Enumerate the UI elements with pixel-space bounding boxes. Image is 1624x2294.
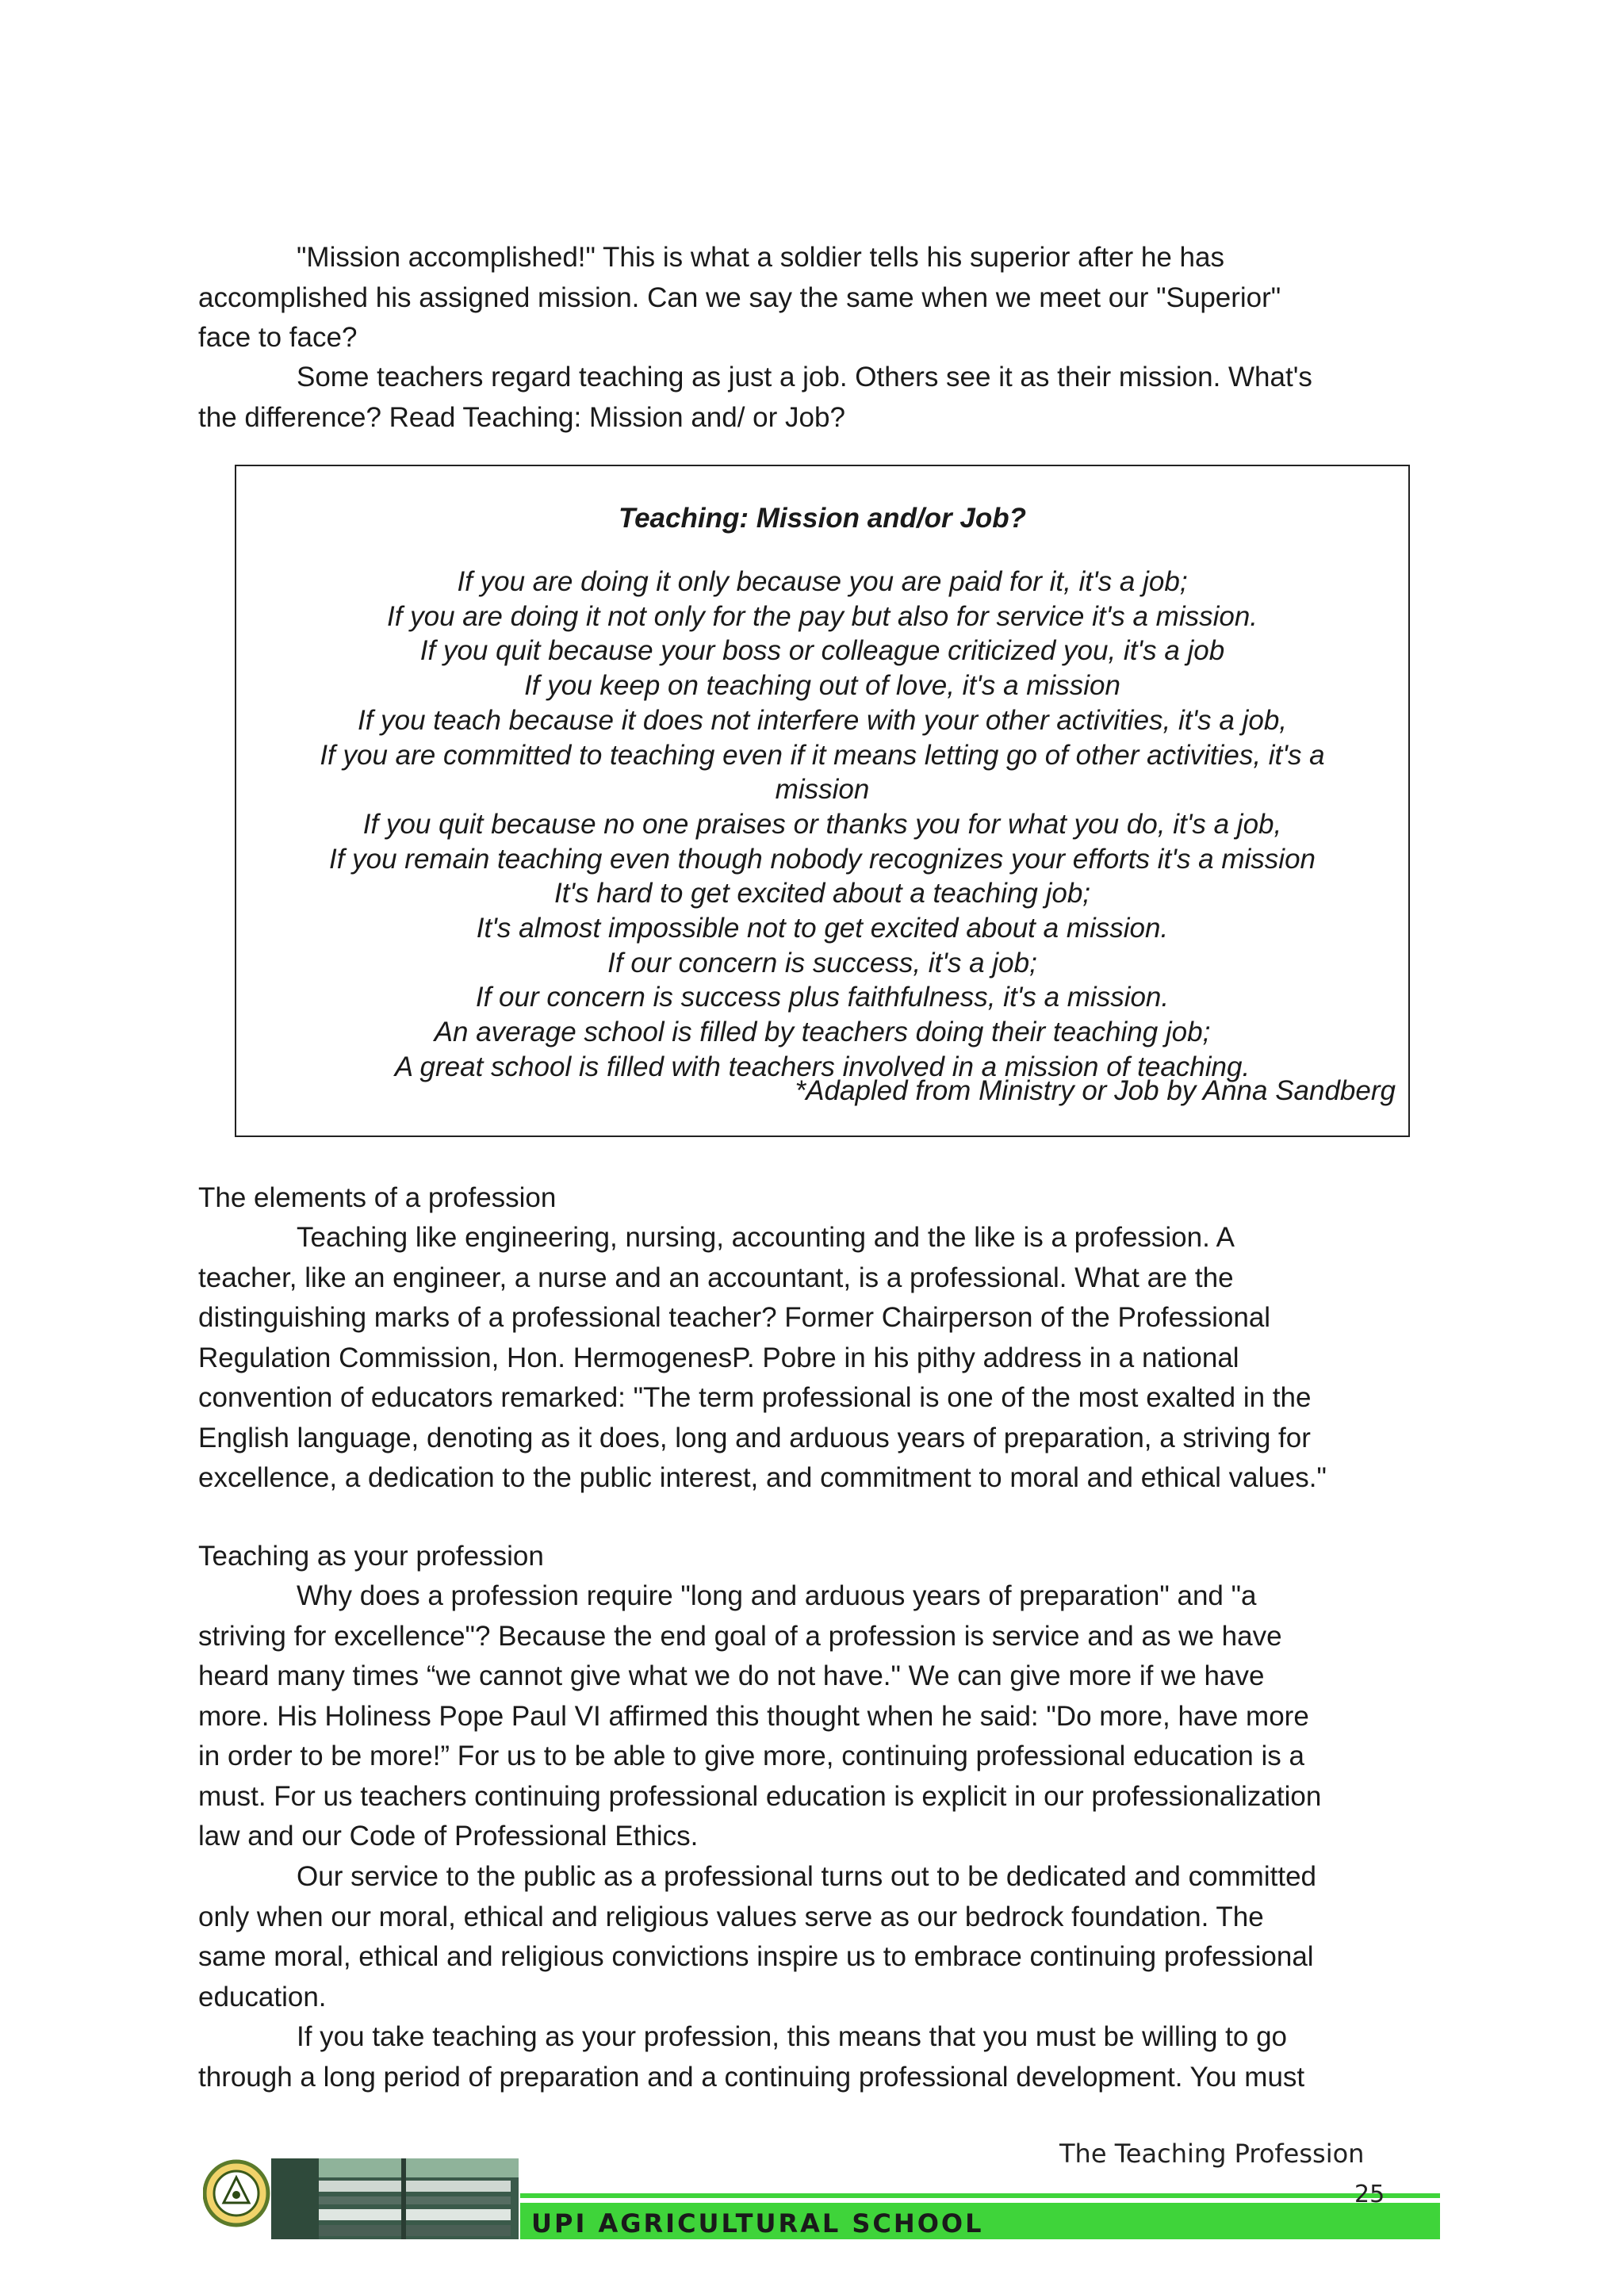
poem-lines [255, 565, 1389, 1085]
section-2-paragraph-2 [198, 1857, 1435, 2017]
text-line: face to face? [198, 322, 358, 353]
poem-line: It's almost impossible not to get excited about a mission. [476, 913, 1169, 944]
school-name: UPI AGRICULTURAL SCHOOL [531, 2208, 984, 2238]
text-line: Teaching like engineering, nursing, accounting and the like is a profession. A [297, 1222, 1235, 1253]
text-line: "Mission accomplished!" This is what a soldier tells his superior after he has [297, 242, 1224, 273]
text-line: same moral, ethical and religious convictions inspire us to embrace continuing professional [198, 1941, 1314, 1972]
text-line: Some teachers regard teaching as just a job. Others see it as their mission. What's [297, 362, 1312, 393]
poem-line: If you quit because no one praises or thanks you for what you do, it's a job, [362, 808, 1282, 840]
intro-paragraph-1 [198, 238, 1435, 358]
poem-title: Teaching: Mission and/or Job? [618, 503, 1026, 534]
text-line: striving for excellence"? Because the end goal of a profession is service and as we have [198, 1620, 1282, 1652]
text-line: education. [198, 1981, 327, 2013]
poem-box [235, 465, 1410, 1137]
text-line: through a long period of preparation and a continuing professional development. You must [198, 2061, 1305, 2093]
poem-line: If you are doing it only because you are paid for it, it's a job; [457, 566, 1188, 597]
text-line: law and our Code of Professional Ethics. [198, 1821, 699, 1852]
poem-line: An average school is filled by teachers doing their teaching job; [434, 1017, 1211, 1048]
text-line: must. For us teachers continuing professional education is explicit in our professionalization [198, 1780, 1322, 1812]
poem-line: If you remain teaching even though nobody recognizes your efforts it's a mission [328, 843, 1316, 875]
text-line: excellence, a dedication to the public interest, and commitment to moral and ethical values." [198, 1462, 1327, 1493]
section-2-paragraph-3 [198, 2017, 1435, 2097]
section-1-paragraph [198, 1218, 1435, 1499]
text-line: in order to be more!” For us to be able to give more, continuing professional education is a [198, 1741, 1304, 1771]
text-line: If you take teaching as your profession, this means that you must be willing to go [297, 2021, 1288, 2052]
text-line: teacher, like an engineer, a nurse and an accountant, is a professional. What are the [198, 1262, 1234, 1293]
poem-source: *Adapled from Ministry or Job by Anna Sandberg [795, 1075, 1396, 1106]
poem-line: If you keep on teaching out of love, it's a mission [524, 670, 1120, 702]
poem-line: If you quit because your boss or colleague criticized you, it's a job [419, 635, 1225, 667]
footer-book-title: The Teaching Profession [1059, 2139, 1365, 2169]
text-line: the difference? Read Teaching: Mission and/ or Job? [198, 401, 845, 433]
poem-line: A great school is filled with teachers involved in a mission of teaching. [394, 1051, 1251, 1082]
text-line: Why does a profession require "long and arduous years of preparation" and "a [297, 1580, 1257, 1611]
text-line: heard many times “we cannot give what we do not have." We can give more if we have [198, 1660, 1265, 1691]
section-heading: The elements of a profession [198, 1182, 557, 1213]
section-2-paragraph-1 [198, 1576, 1435, 1857]
text-line: Regulation Commission, Hon. HermogenesP. Pobre in his pithy address in a national [198, 1342, 1239, 1373]
page-number: 25 [1354, 2181, 1385, 2208]
text-line: distinguishing marks of a professional teacher? Former Chairperson of the Professional [198, 1302, 1271, 1333]
school-building-image [271, 2158, 519, 2239]
section-heading: Teaching as your profession [198, 1541, 544, 1572]
text-line: Our service to the public as a professional turns out to be dedicated and committed [297, 1861, 1316, 1892]
poem-line: If our concern is success plus faithfulness, it's a mission. [475, 982, 1170, 1013]
poem-line: If you are doing it not only for the pay but also for service it's a mission. [386, 600, 1258, 632]
school-seal-icon [205, 2162, 268, 2225]
text-line: only when our moral, ethical and religious values serve as our bedrock foundation. The [198, 1901, 1264, 1932]
text-line: English language, denoting as it does, long and arduous years of preparation, a striving for [198, 1422, 1311, 1453]
intro-paragraph-2 [198, 358, 1435, 438]
poem-line: If you are committed to teaching even if it means letting go of other activities, it's a [320, 739, 1325, 771]
text-line: accomplished his assigned mission. Can we say the same when we meet our "Superior" [198, 281, 1281, 313]
poem-line: mission [775, 774, 870, 806]
poem-line: If our concern is success, it's a job; [607, 947, 1037, 978]
poem-line: It's hard to get excited about a teaching job; [553, 878, 1091, 910]
poem-line: If you teach because it does not interfere with your other activities, it's a job, [357, 704, 1288, 736]
text-line: convention of educators remarked: "The term professional is one of the most exalted in the [198, 1382, 1312, 1413]
text-line: more. His Holiness Pope Paul VI affirmed this thought when he said: "Do more, have more [198, 1700, 1309, 1732]
